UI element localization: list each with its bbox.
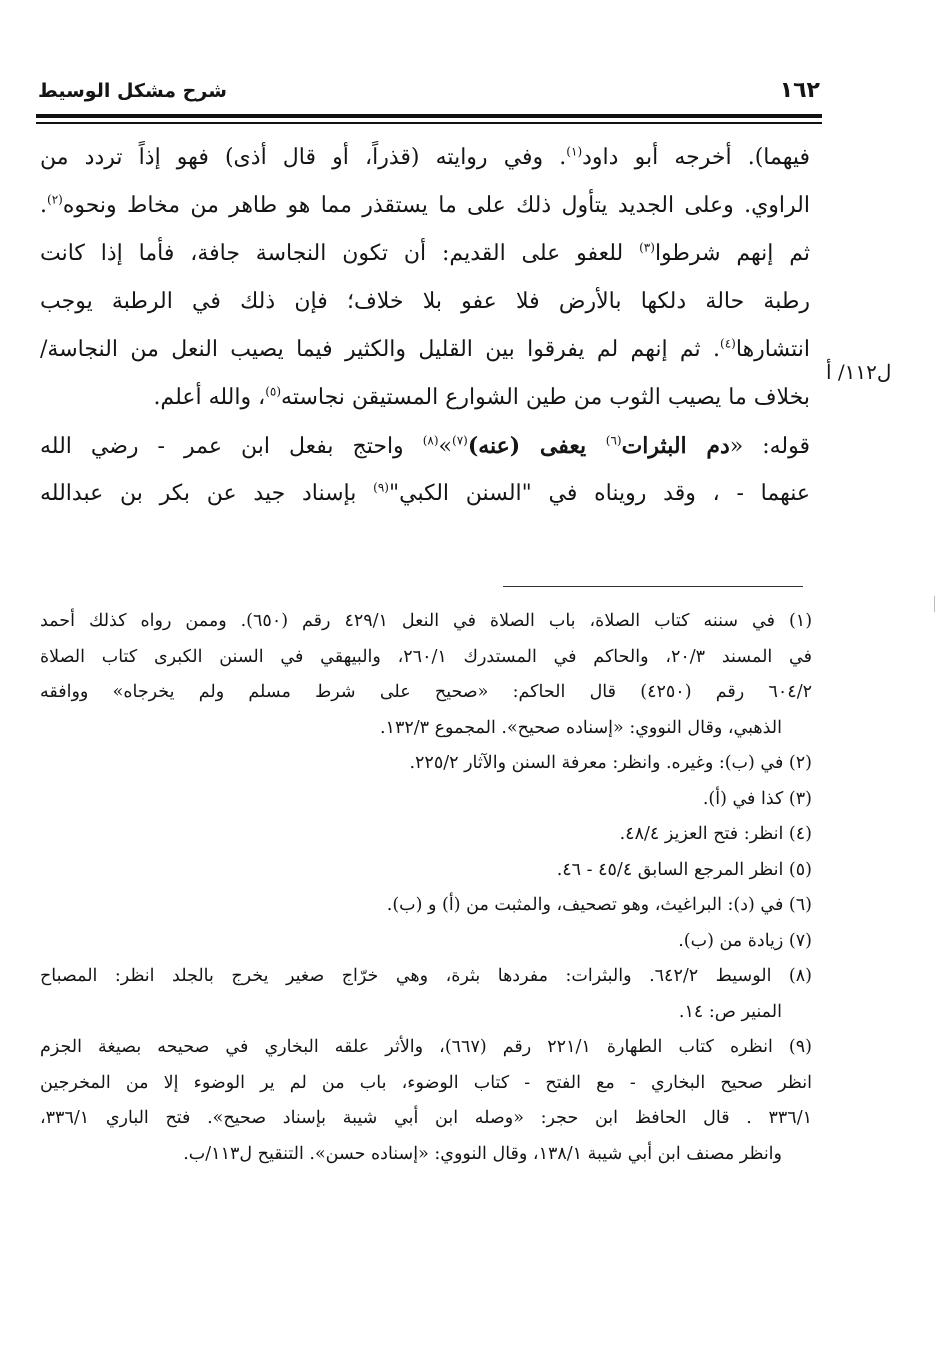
- manuscript-folio-note: ل١١٢/ أ: [826, 360, 892, 384]
- footnote-7: (٧) زيادة من (ب).: [678, 930, 812, 951]
- running-title: شرح مشكل الوسيط: [38, 80, 227, 102]
- main-text: [40, 134, 810, 518]
- footnote-ref-4[interactable]: (٤): [720, 336, 736, 351]
- footnote-separator: [503, 586, 803, 587]
- footnotes: [40, 604, 812, 1172]
- scan-edge-mark: [934, 596, 935, 612]
- footnote-8-line-2: المنير ص: ١٤.: [678, 1001, 782, 1022]
- footnote-ref-2[interactable]: (٢): [47, 192, 63, 207]
- body-line-4: رطبة حالة دلكها بالأرض فلا عفو بلا خلاف؛ فإن ذلك في الرطبة يوجب: [40, 289, 810, 314]
- footnote-9-line-4: وانظر مصنف ابن أبي شيبة ١٣٨/١، وقال النووي: «إسناده حسن». التنقيح ل١١٣/ب.: [183, 1143, 782, 1164]
- body-line-1: فيهما). أخرجه أبو داود$^{(١)}$. وفي روايته (قذراً، أو قال أذى) فهو إذاً تردد من: [40, 144, 810, 170]
- footnote-2: (٢) في (ب): وغيره. وانظر: معرفة السنن والآثار ٢٢٥/٢.: [409, 753, 812, 773]
- footnote-3: (٣) كذا في (أ).: [702, 788, 812, 809]
- footnote-5: (٥) انظر المرجع السابق ٤٥/٤ - ٤٦.: [556, 859, 812, 880]
- body-line-2: الراوي. وعلى الجديد يتأول ذلك على ما يستقذر مما هو طاهر من مخاط ونحوه$^{(٢)}$.: [40, 192, 810, 218]
- header-rule-thin: [36, 122, 822, 124]
- footnote-ref-3[interactable]: (٣): [639, 240, 655, 255]
- body-line-3: ثم إنهم شرطوا$^{(٣)}$ للعفو على القديم: أن تكون النجاسة جافة، فأما إذا كانت: [40, 240, 810, 266]
- footnote-ref-7[interactable]: (٧): [452, 433, 468, 448]
- footnote-9-line-1: (٩) انظره كتاب الطهارة ٢٢١/١ رقم (٦٦٧)، والأثر علقه البخاري في صحيحه بصيغة الجزم: [40, 1037, 812, 1057]
- footnote-ref-1[interactable]: (١): [566, 144, 583, 159]
- footnote-1-line-1: (١) في سننه كتاب الصلاة، باب الصلاة في النعل ٤٢٩/١ رقم (٦٥٠). وممن رواه كذلك أحمد: [40, 611, 812, 631]
- footnote-4: (٤) انظر: فتح العزيز ٤٨/٤.: [619, 824, 812, 844]
- footnote-ref-6[interactable]: (٦): [605, 433, 622, 448]
- footnote-ref-8[interactable]: (٨): [422, 433, 439, 448]
- header-rule-thick: [36, 114, 822, 118]
- footnote-1-line-2: في المسند ٢٠/٣، والحاكم في المستدرك ٢٦٠/١، والبيهقي في السنن الكبرى كتاب الصلاة: [40, 646, 812, 667]
- body-line-8: عنهما - ، وقد رويناه في "السنن الكبي"$^{(٩)}$ بإسناد جيد عن بكر بن عبدالله: [40, 480, 810, 506]
- footnote-ref-9[interactable]: (٩): [373, 480, 389, 495]
- footnote-1-line-4: الذهبي، وقال النووي: «إسناده صحيح». المجموع ١٣٢/٣.: [379, 717, 782, 738]
- page-number: ١٦٢: [779, 78, 820, 103]
- body-line-5: انتشارها$^{(٤)}$. ثم إنهم لم يفرقوا بين القليل والكثير فيما يصيب النعل من النجاسة/: [40, 336, 810, 362]
- footnote-8-line-1: (٨) الوسيط ٦٤٢/٢. والبثرات: مفردها بثرة، وهي خرّاج صغير يخرج بالجلد انظر: المصباح: [40, 966, 812, 986]
- quoted-phrase: دم البثرات: [621, 433, 730, 459]
- footnote-9-line-3: ٣٣٦/١ . قال الحافظ ابن حجر: «وصله ابن أبي شيبة بإسناد صحيح». فتح الباري ٣٣٦/١،: [40, 1108, 812, 1128]
- footnote-9-line-2: انظر صحيح البخاري - مع الفتح - كتاب الوضوء، باب من لم ير الوضوء إلا من المخرجين: [40, 1072, 812, 1093]
- footnote-6: (٦) في (د): البراغيث، وهو تصحيف، والمثبت من (أ) و (ب).: [386, 895, 812, 915]
- footnote-1-line-3: ٦٠٤/٢ رقم (٤٢٥٠) قال الحاكم: «صحيح على شرط مسلم ولم يخرجاه» ووافقه: [40, 682, 812, 702]
- quoted-phrase-cont: يعفى (عنه): [467, 433, 606, 459]
- footnote-ref-5[interactable]: (٥): [265, 384, 282, 399]
- body-line-7: قوله: «دم البثرات$^{(٦)}$ يعفى (عنه)$^{(٧)}$»$^{(٨)}$ واحتج بفعل ابن عمر - رضي الله: [40, 433, 810, 459]
- body-line-6: بخلاف ما يصيب الثوب من طين الشوارع المستيقن نجاسته$^{(٥)}$، والله أعلم.: [153, 384, 810, 410]
